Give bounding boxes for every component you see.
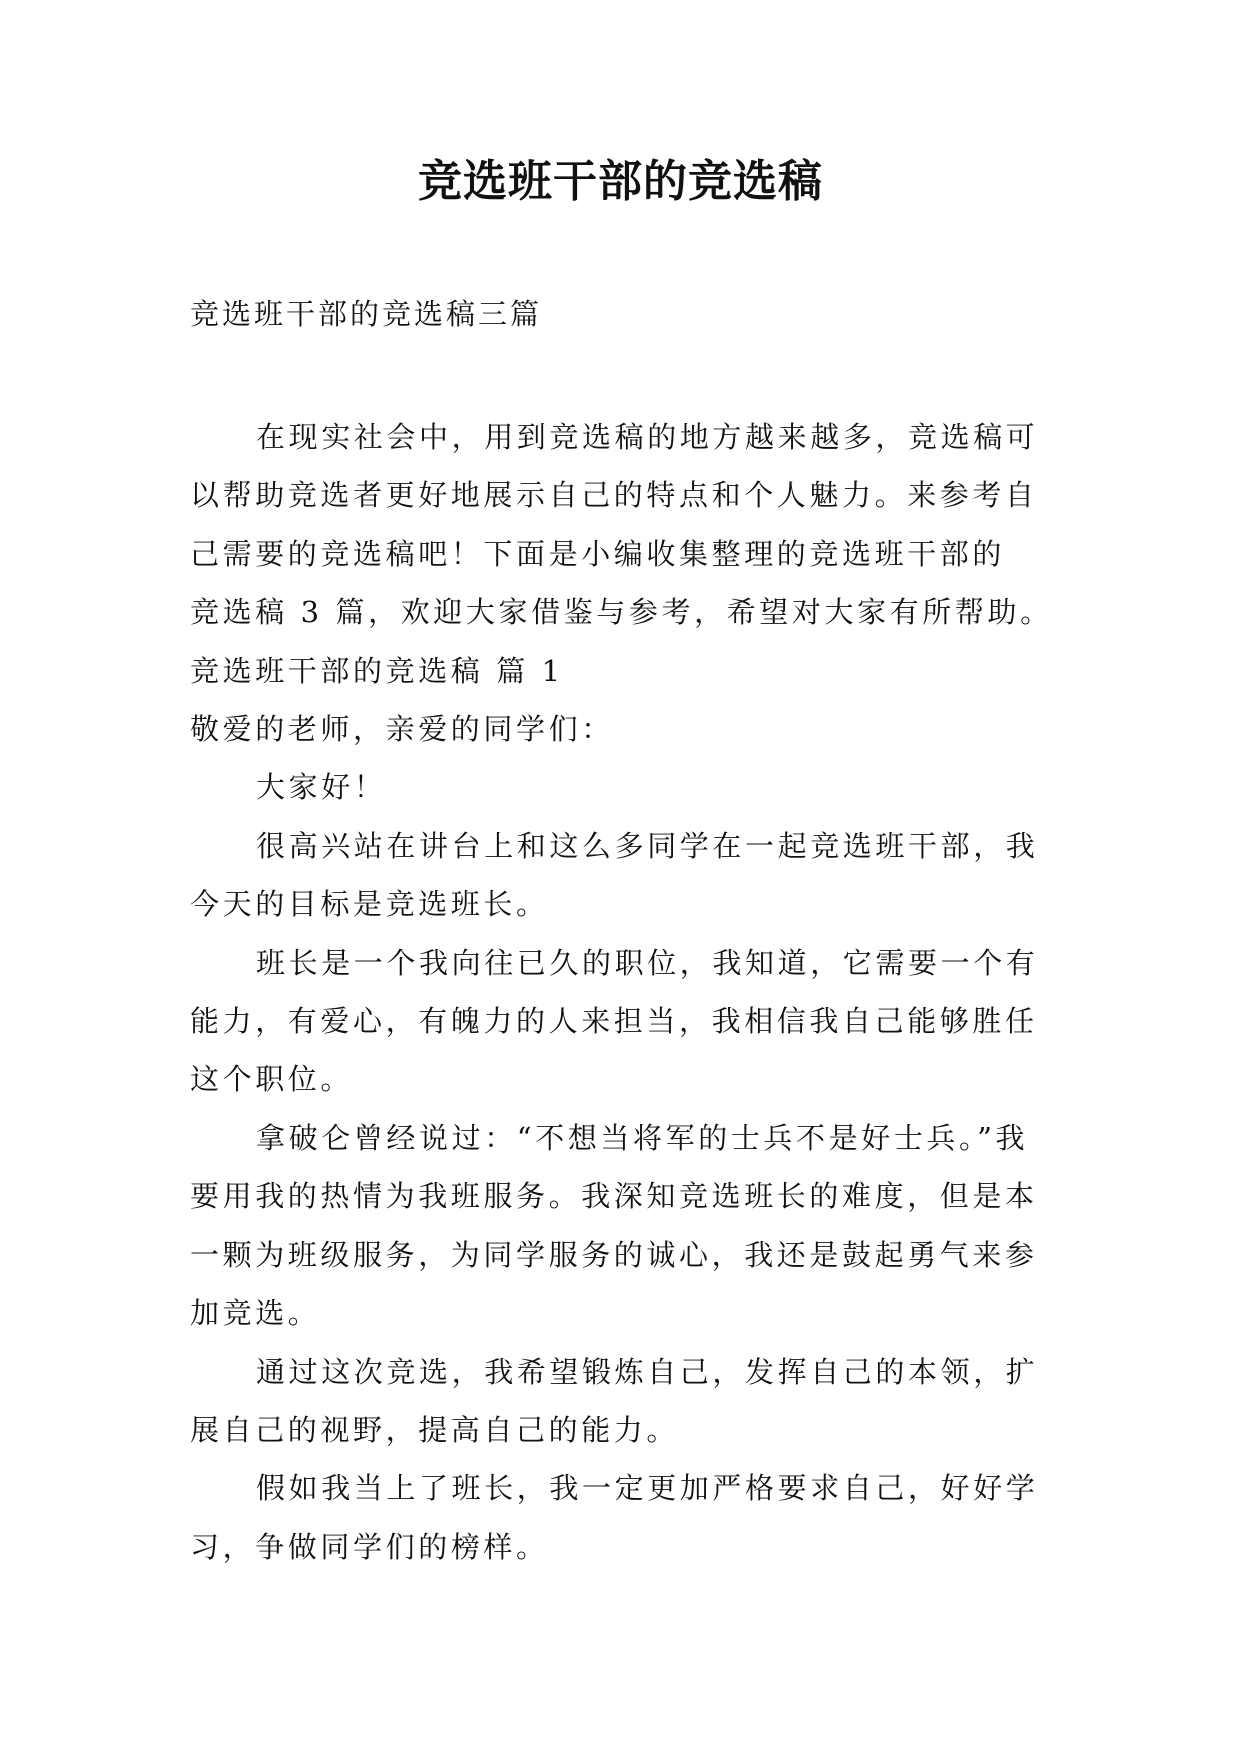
document-subtitle: 竞选班干部的竞选稿三篇 bbox=[190, 297, 543, 331]
body-line: 以帮助竞选者更好地展示自己的特点和个人魅力。来参考自 bbox=[190, 478, 1038, 513]
body-line: 加竞选。 bbox=[190, 1296, 321, 1331]
body-line: 在现实社会中，用到竞选稿的地方越来越多，竞选稿可 bbox=[256, 420, 1039, 454]
body-line: 敬爱的老师，亲爱的同学们： bbox=[190, 712, 614, 747]
body-line: 一颗为班级服务，为同学服务的诚心，我还是鼓起勇气来参 bbox=[190, 1237, 1038, 1272]
body-line: 很高兴站在讲台上和这么多同学在一起竞选班干部，我 bbox=[256, 828, 1039, 863]
body-line: 展自己的视野，提高自己的能力。 bbox=[190, 1412, 680, 1447]
section-heading: 竞选班干部的竞选稿 篇 1 bbox=[190, 653, 564, 688]
body-line: 己需要的竞选稿吧！下面是小编收集整理的竞选班干部的 bbox=[190, 536, 1006, 571]
body-line: 班长是一个我向往已久的职位，我知道，它需要一个有 bbox=[256, 945, 1039, 980]
body-line: 假如我当上了班长，我一定更加严格要求自己，好好学 bbox=[256, 1471, 1039, 1506]
body-line: 要用我的热情为我班服务。我深知竞选班长的难度，但是本 bbox=[190, 1179, 1038, 1214]
body-line: 习，争做同学们的榜样。 bbox=[190, 1529, 549, 1564]
body-line: 这个职位。 bbox=[190, 1062, 354, 1097]
body-line: 通过这次竞选，我希望锻炼自己，发挥自己的本领，扩 bbox=[256, 1354, 1039, 1389]
document-title: 竞选班干部的竞选稿 bbox=[418, 156, 823, 207]
document-body bbox=[190, 408, 1070, 1576]
body-line: 大家好！ bbox=[256, 770, 387, 805]
body-line: 竞选稿 3 篇，欢迎大家借鉴与参考，希望对大家有所帮助。 bbox=[190, 595, 1053, 630]
body-line: 拿破仑曾经说过：“不想当将军的士兵不是好士兵。”我 bbox=[256, 1120, 1029, 1155]
body-line: 能力，有爱心，有魄力的人来担当，我相信我自己能够胜任 bbox=[190, 1004, 1038, 1039]
body-line: 今天的目标是竞选班长。 bbox=[190, 887, 549, 922]
